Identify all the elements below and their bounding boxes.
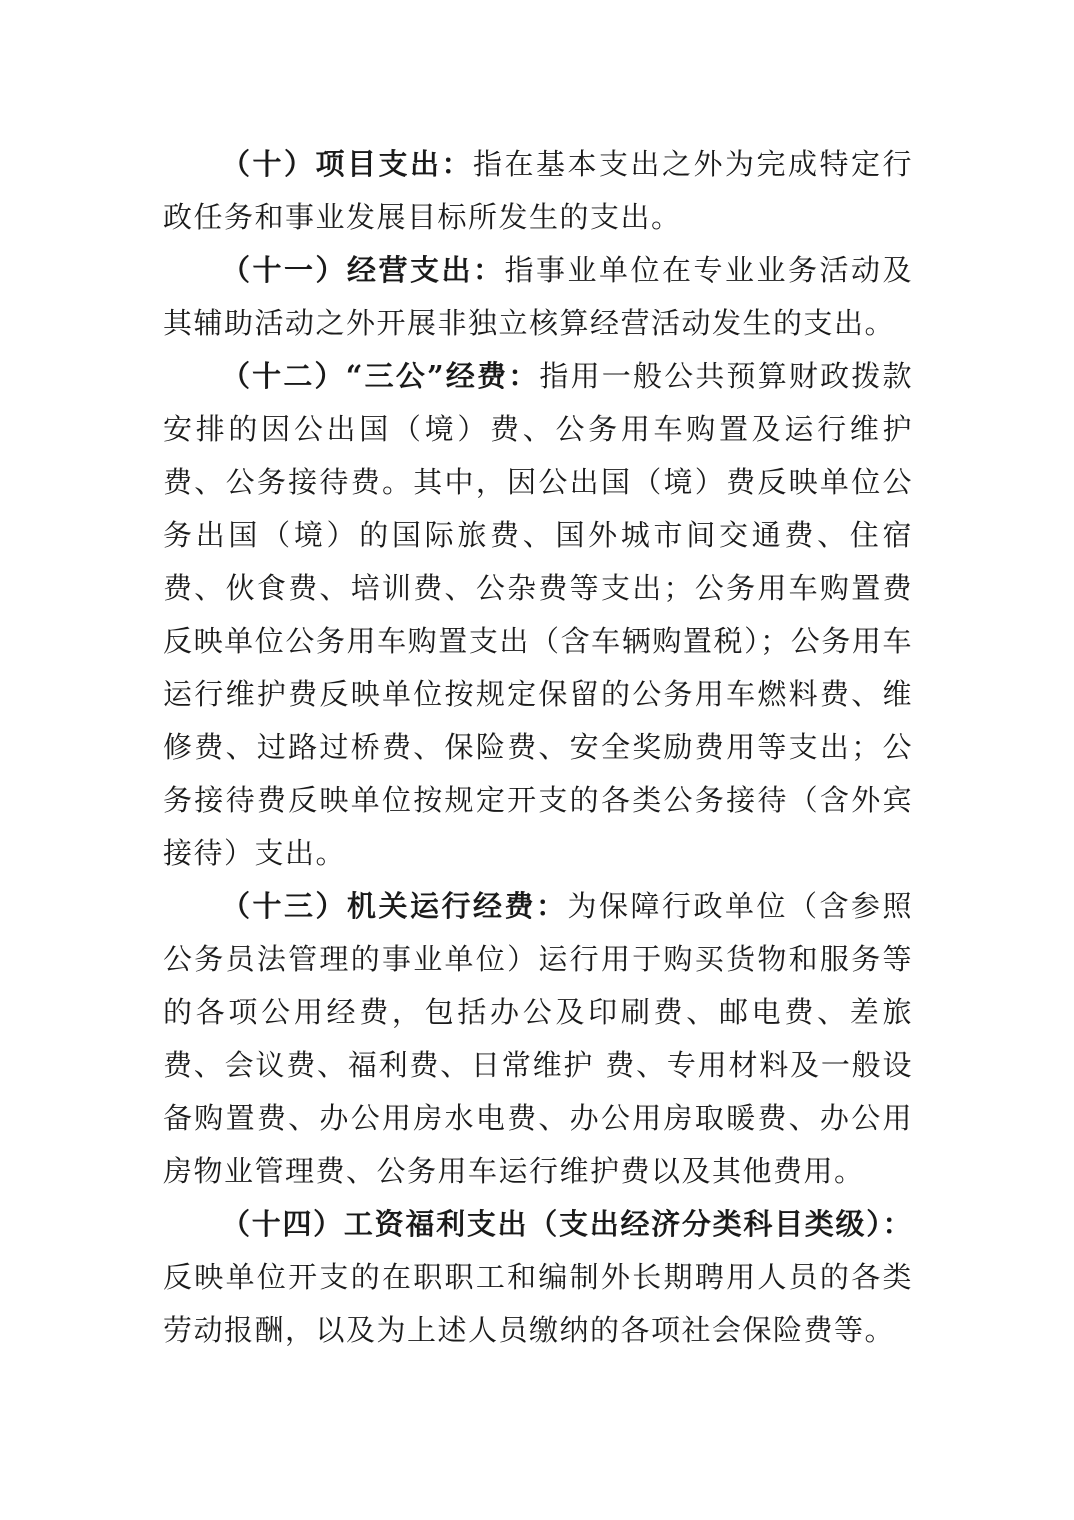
term-three-public-funds: （十二）“三公”经费： — [221, 359, 540, 393]
definition-three-public-funds: 指用一般公共预算财政拨款安排的因公出国（境）费、公务用车购置及运行维护费、公务接待费。其中，因公出国（境）费反映单位公务出国（境）的国际旅费、国外城市间交通费、住宿费、伙食费、培训费、公杂费等支出；公务用车购置费反映单位公务用车购置支出（含车辆购置税）；公务用车运行维护费反映单位按规定保留的公务用车燃料费、维修费、过路过桥费、保险费、安全奖励费用等支出；公务接待费反映单位按规定开支的各类公务接待（含外宾接待）支出。 — [163, 359, 913, 870]
term-wages-welfare: （十四）工资福利支出（支出经济分类科目类级）： — [221, 1207, 913, 1241]
document-body — [163, 138, 913, 1357]
paragraph-project-expenditure — [163, 138, 913, 244]
definition-project-expenditure: 指在基本支出之外为完成特定行政任务和事业发展目标所发生的支出。 — [163, 147, 913, 234]
definition-wages-welfare: 反映单位开支的在职职工和编制外长期聘用人员的各类劳动报酬，以及为上述人员缴纳的各项社会保险费等。 — [163, 1260, 913, 1347]
paragraph-agency-operating-funds — [163, 880, 913, 1198]
paragraph-wages-welfare — [163, 1198, 913, 1357]
definition-operating-expenditure: 指事业单位在专业业务活动及其辅助活动之外开展非独立核算经营活动发生的支出。 — [163, 253, 913, 340]
paragraph-three-public-funds — [163, 350, 913, 880]
paragraph-operating-expenditure — [163, 244, 913, 350]
term-project-expenditure: （十）项目支出： — [221, 147, 473, 181]
term-operating-expenditure: （十一）经营支出： — [221, 253, 505, 287]
term-agency-operating-funds: （十三）机关运行经费： — [221, 889, 568, 923]
definition-agency-operating-funds: 为保障行政单位（含参照公务员法管理的事业单位）运行用于购买货物和服务等的各项公用经费，包括办公及印刷费、邮电费、差旅费、会议费、福利费、日常维护 费、专用材料及一般设备购置费、办公用房水电费、办公用房取暖费、办公用房物业管理费、公务用车运行维护费以及其他费用。 — [163, 889, 913, 1188]
